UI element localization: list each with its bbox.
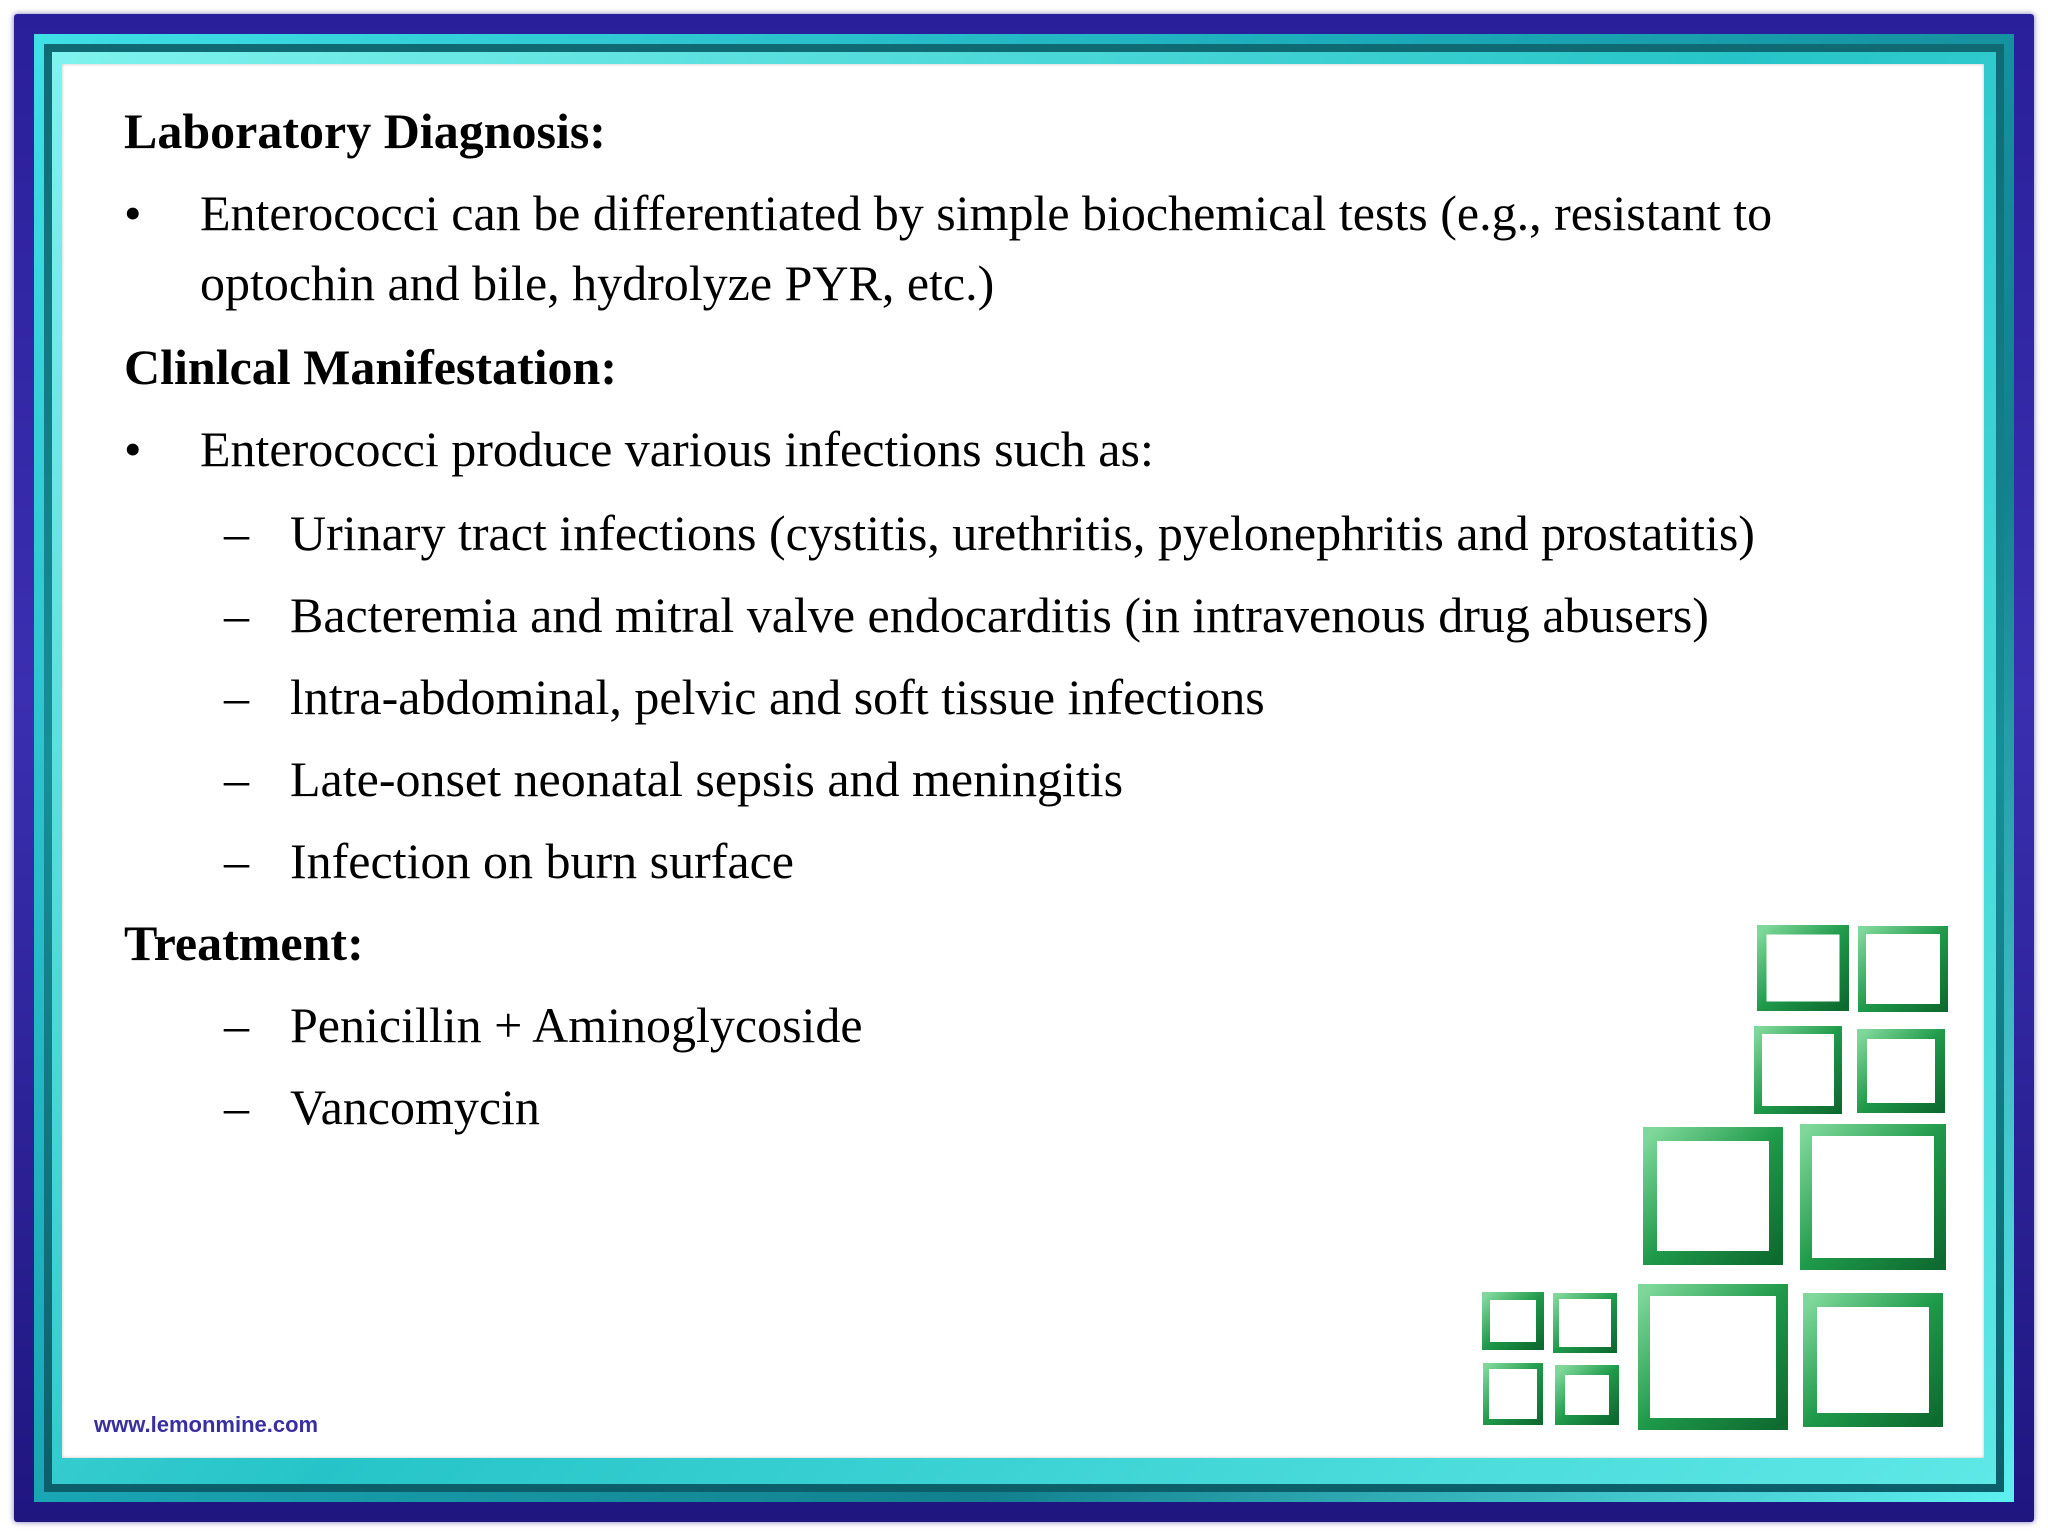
deco-square [1486, 1366, 1540, 1422]
dash-marker: – [224, 587, 249, 643]
heading-clinical-manifestation: Clinlcal Manifestation: [124, 339, 618, 395]
deco-square [1806, 1130, 1940, 1264]
deco-square [1556, 1296, 1614, 1350]
deco-square [1762, 930, 1844, 1006]
dash-marker: – [224, 833, 249, 889]
dash-marker: – [224, 997, 249, 1053]
dash-marker: – [224, 1079, 249, 1135]
sub-item-text: Infection on burn surface [290, 833, 794, 889]
heading-treatment: Treatment: [124, 915, 364, 971]
deco-square [1862, 930, 1944, 1008]
footer-url[interactable]: www.lemonmine.com [94, 1412, 319, 1437]
bullet-marker: • [124, 185, 142, 241]
sub-item-text: lntra-abdominal, pelvic and soft tissue infections [290, 669, 1265, 725]
deco-square [1768, 936, 1838, 1000]
deco-square [1644, 1290, 1782, 1424]
dash-marker: – [224, 505, 249, 561]
dash-marker: – [224, 669, 249, 725]
bullet-marker: • [124, 421, 142, 477]
sub-item-text: Bacteremia and mitral valve endocarditis (in intravenous drug abusers) [290, 587, 1709, 643]
sub-item-text: Penicillin + Aminoglycoside [290, 997, 863, 1053]
dash-marker: – [224, 751, 249, 807]
bullet-text: Enterococci can be differentiated by simple biochemical tests (e.g., resistant to optochin and bile, hydrolyze PYR, etc.) [200, 185, 1773, 311]
deco-square [1810, 1300, 1936, 1420]
sub-item-text: Late-onset neonatal sepsis and meningitis [290, 751, 1124, 807]
bullet-text: Enterococci produce various infections such as: [200, 421, 1154, 477]
deco-square [1486, 1296, 1540, 1346]
deco-square [1560, 1370, 1614, 1420]
heading-laboratory-diagnosis: Laboratory Diagnosis: [124, 103, 606, 159]
deco-square [1650, 1134, 1776, 1258]
deco-square [1862, 1034, 1940, 1108]
deco-square [1758, 1030, 1838, 1110]
sub-item-text: Vancomycin [290, 1079, 540, 1135]
sub-item-text: Urinary tract infections (cystitis, urethritis, pyelonephritis and prostatitis) [290, 505, 1755, 561]
